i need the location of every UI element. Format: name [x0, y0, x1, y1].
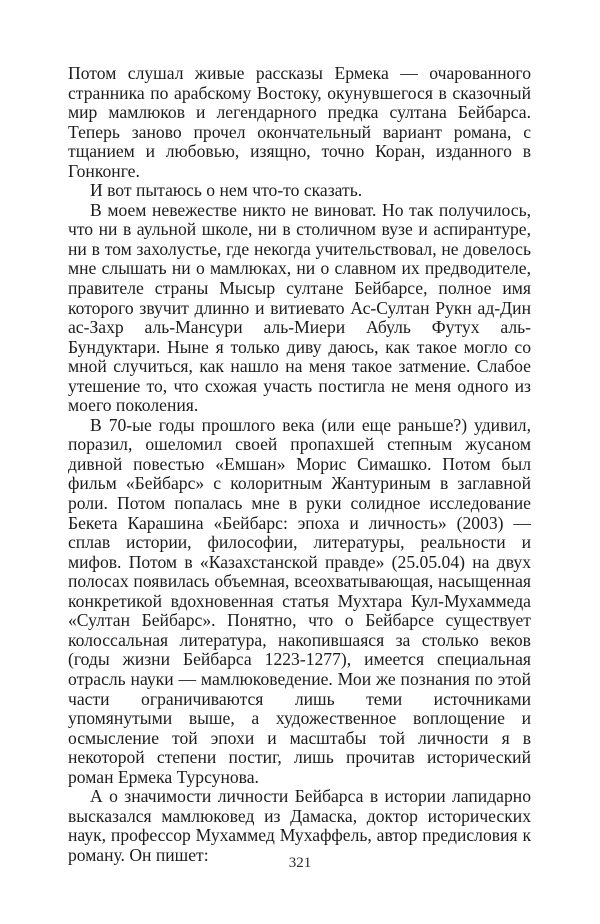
page-number: 321 — [288, 855, 312, 871]
paragraph-1: Потом слушал живые рассказы Ермека — очарованного странника по арабскому Востоку, окунувшегося в сказочный мир мамлюков и легендарного предка султана Бейбарса. Теперь заново прочел окончательный вариант романа, с тщанием и любовью, изящно, точно Коран, изданного в Гонконге. — [68, 63, 531, 181]
body-text — [68, 64, 531, 865]
paragraph-2: И вот пытаюсь о нем что-то сказать. — [90, 180, 363, 201]
paragraph-4: В 70-ые годы прошлого века (или еще раньше?) удивил, поразил, ошеломил своей пропахшей степным жусаном дивной повестью «Емшан» Морис Симашко. Потом был фильм «Бейбарс» с колоритным Жантуриным в заглавной роли. Потом попалась мне в руки солидное исследование Бекета Карашина «Бейбарс: эпоха и личность» (2003) — сплав истории, философии, литературы, реальности и мифов. Потом в «Казахстанской правде» (25.05.04) на двух полосах появилась объемная, всеохватывающая, насыщенная конкретикой вдохновенная статья Мухтара Кул-Мухаммеда «Султан Бейбарс». Понятно, что о Бейбарсе существует колоссальная литература, накопившаяся за столько веков (годы жизни Бейбарса 1223-1277), имеется специальная отрасль науки — мамлюковедение. Мои же познания по этой части ограничиваются лишь теми источниками упомянутыми выше, а художественное воплощение и осмысление той эпохи и масштабы той личности я в некоторой степени постиг, лишь прочитав исторический роман Ермека Турсунова. — [68, 414, 531, 787]
paragraph-3: В моем невежестве никто не виноват. Но так получилось, что ни в аульной школе, ни в столичном вузе и аспирантуре, ни в том захолустье, где некогда учительствовал, не довелось мне слышать ни о мамлюках, ни о славном их предводителе, правителе страны Мысыр султане Бейбарсе, полное имя которого звучит длинно и витиевато Ас-Султан Рукн ад-Дин ас-Захр аль-Мансури аль-Миери Абуль Футух аль-Бундуктари. Ныне я только диву даюсь, как такое могло со мной случиться, как нашло на меня такое затмение. Слабое утешение то, что схожая участь постигла не меня одного из моего поколения. — [68, 199, 531, 416]
paragraph-5: А о значимости личности Бейбарса в истории лапидарно высказался мамлюковед из Дамаска, доктор исторических наук, профессор Мухаммед Мухаффель, автор предисловия к роману. Он пишет: — [68, 786, 531, 865]
